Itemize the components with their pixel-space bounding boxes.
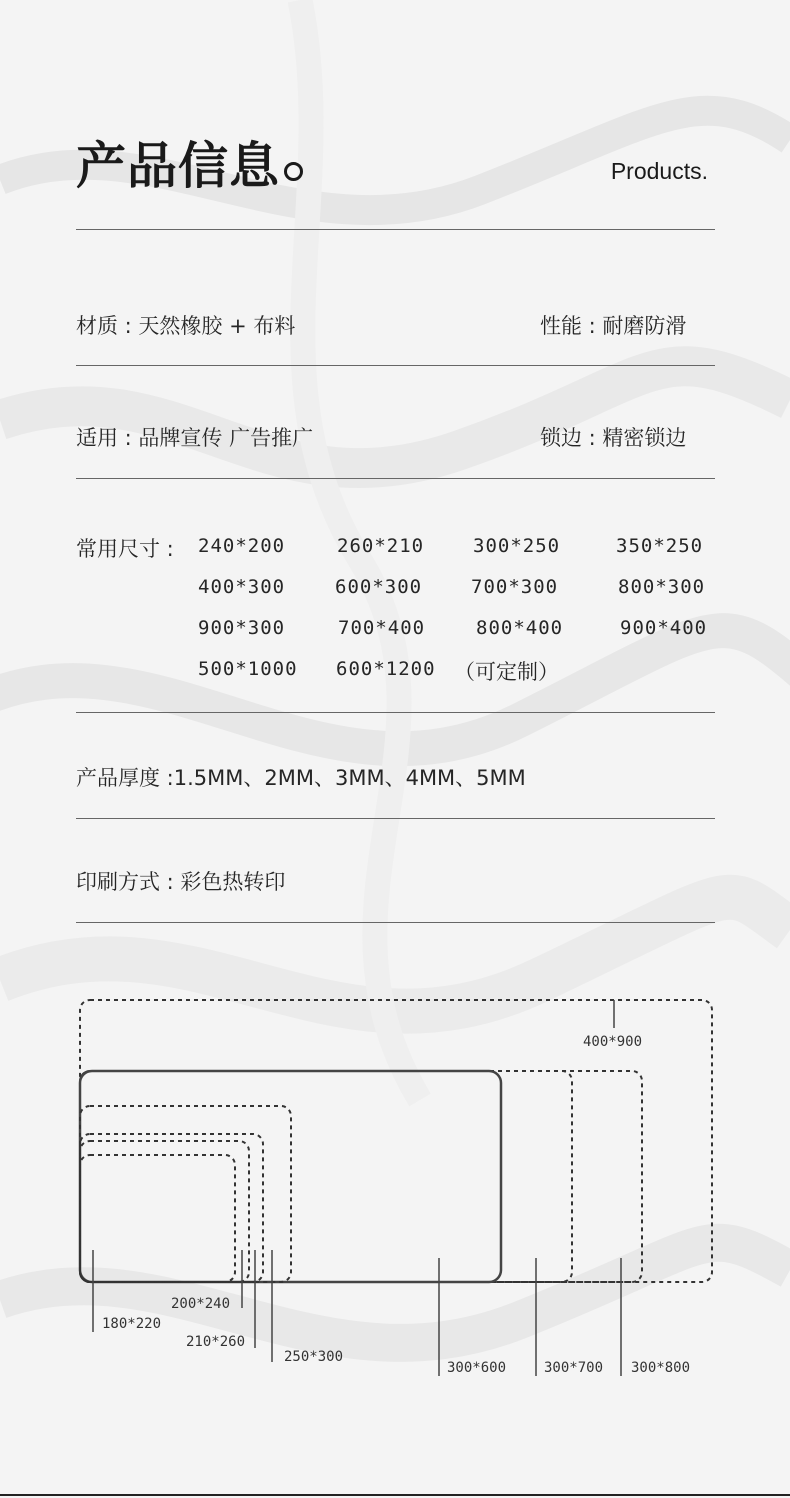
outline-300x800 [80, 1071, 642, 1282]
performance-text: 性能 : 耐磨防滑 [540, 314, 687, 338]
dim-label-300x800: 300*800 [631, 1360, 691, 1376]
size-item: 800*400 [476, 617, 564, 639]
size-item: 700*400 [338, 617, 426, 639]
size-item: 300*250 [473, 535, 561, 557]
dim-label-210x260: 210*260 [186, 1334, 246, 1350]
size-item: 400*300 [198, 576, 286, 598]
bottom-border [0, 1494, 790, 1496]
outline-180x220 [80, 1155, 235, 1282]
dim-label-300x700: 300*700 [544, 1360, 604, 1376]
outline-300x700 [80, 1071, 572, 1282]
size-item: 900*400 [620, 617, 708, 639]
page-subtitle: Products. [610, 158, 708, 184]
edge-text: 锁边 : 精密锁边 [540, 426, 687, 450]
dim-label-250x300: 250*300 [284, 1349, 344, 1365]
outline-250x300 [80, 1106, 291, 1282]
size-item: 700*300 [471, 576, 559, 598]
thickness-text: 产品厚度 :1.5MM、2MM、3MM、4MM、5MM [76, 766, 526, 790]
size-item: 900*300 [198, 617, 286, 639]
size-item: 350*250 [616, 535, 704, 557]
custom-note: （可定制） [454, 660, 559, 684]
printing-text: 印刷方式 : 彩色热转印 [76, 870, 286, 894]
size-item: 600*300 [335, 576, 423, 598]
outline-200x240 [80, 1141, 249, 1282]
dim-label-300x600: 300*600 [447, 1360, 507, 1376]
page-title: 产品信息 [76, 126, 303, 198]
size-item: 800*300 [618, 576, 706, 598]
material-text: 材质 : 天然橡胶 + 布料 [76, 314, 296, 338]
dim-label-180x220: 180*220 [102, 1316, 162, 1332]
size-item: 240*200 [198, 535, 286, 557]
size-item: 500*1000 [198, 658, 298, 680]
dim-label-200x240: 200*240 [171, 1296, 231, 1312]
sizes-label: 常用尺寸 : [76, 537, 174, 561]
size-item: 260*210 [337, 535, 425, 557]
size-item: 600*1200 [336, 658, 436, 680]
usage-text: 适用 : 品牌宣传 广告推广 [76, 426, 314, 450]
dim-label-400x900: 400*900 [583, 1034, 643, 1050]
